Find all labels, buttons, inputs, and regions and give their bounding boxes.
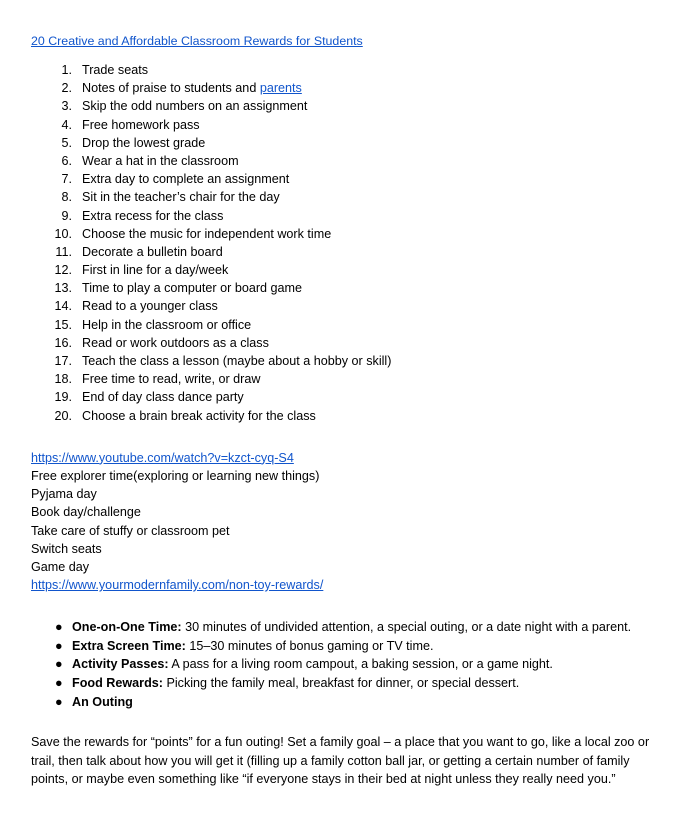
- list-item-number: 8.: [61, 190, 72, 205]
- text-line: [31, 522, 667, 540]
- list-item-label: Sit in the teacher’s chair for the day: [82, 190, 280, 205]
- title-hyperlink[interactable]: 20 Creative and Affordable Classroom Rewards for Students: [31, 34, 363, 48]
- list-item-number: 17.: [54, 354, 72, 368]
- text-line-label: Book day/challenge: [31, 505, 141, 520]
- list-item-number: 18.: [54, 372, 72, 387]
- list-item-number: 11.: [55, 244, 72, 259]
- bullet-item-label: An Outing: [72, 694, 133, 709]
- list-item: [31, 170, 667, 188]
- text-line-label: Pyjama day: [31, 487, 97, 502]
- list-item-number: 5.: [61, 135, 72, 150]
- bullet-list-item: [31, 655, 667, 674]
- list-item: [31, 188, 667, 206]
- text-line-label: Switch seats: [31, 541, 102, 556]
- text-line: [31, 503, 667, 521]
- text-line: [31, 449, 667, 467]
- text-line: [31, 467, 667, 485]
- text-line: [31, 540, 667, 558]
- list-item: [31, 388, 667, 406]
- list-item-label: Extra day to complete an assignment: [82, 172, 290, 187]
- list-item-label: Extra recess for the class: [82, 208, 224, 223]
- list-item-number: 3.: [61, 99, 72, 114]
- list-item-label: Teach the class a lesson (maybe about a hobby or skill): [82, 354, 392, 368]
- list-item: [31, 279, 667, 297]
- list-item-number: 12.: [54, 263, 72, 278]
- list-item-label: Decorate a bulletin board: [82, 244, 223, 259]
- closing-paragraph: Save the rewards for “points” for a fun outing! Set a family goal – a place that you want to go, like a local zoo or trail, then talk about how you will get it (filling up a family cotton ball jar, or getting a certain number of family points, or maybe even something like “if everyone stays in their bed at night unless they really need you.”: [31, 735, 650, 787]
- list-item-number: 10.: [54, 226, 72, 241]
- bullet-list-item: [31, 618, 667, 637]
- list-item: [31, 407, 667, 425]
- list-item-label: Read or work outdoors as a class: [82, 335, 269, 350]
- list-item-label: Notes of praise to students and: [82, 81, 260, 96]
- list-item-number: 15.: [54, 317, 72, 332]
- list-item-number: 6.: [61, 153, 72, 168]
- list-item: [31, 316, 667, 334]
- bullet-item-label: Extra Screen Time:: [72, 638, 186, 653]
- text-line-label: Take care of stuffy or classroom pet: [31, 523, 230, 538]
- list-item-label: Free time to read, write, or draw: [82, 372, 261, 387]
- bullet-item-description: 30 minutes of undivided attention, a special outing, or a date night with a parent.: [181, 620, 632, 635]
- list-item-number: 1.: [61, 63, 72, 77]
- bullet-point-icon: ●: [55, 638, 63, 653]
- bullet-point-icon: ●: [55, 694, 63, 709]
- external-hyperlink[interactable]: https://www.youtube.com/watch?v=kzct-cyq-S4: [31, 450, 294, 465]
- list-item: [31, 207, 667, 225]
- list-item-label: Choose the music for independent work time: [82, 226, 332, 241]
- text-line: [31, 485, 667, 503]
- bullet-list-item: [31, 693, 667, 712]
- bullet-item-label: Food Rewards:: [72, 676, 163, 691]
- list-item-label: Drop the lowest grade: [82, 135, 206, 150]
- text-line: [31, 576, 667, 594]
- list-item-label: End of day class dance party: [82, 390, 244, 405]
- list-item-label: Skip the odd numbers on an assignment: [82, 99, 308, 114]
- list-item: [31, 152, 667, 170]
- bullet-item-description: 15–30 minutes of bonus gaming or TV time.: [185, 638, 434, 653]
- bullet-point-icon: ●: [55, 620, 63, 635]
- list-item: [31, 97, 667, 115]
- list-item-number: 9.: [61, 208, 72, 223]
- list-item-number: 13.: [54, 281, 72, 296]
- list-item: [31, 116, 667, 134]
- list-item: [31, 261, 667, 279]
- list-item: [31, 334, 667, 352]
- list-item-label: Wear a hat in the classroom: [82, 153, 239, 168]
- bullet-item-label: One-on-One Time:: [72, 620, 182, 635]
- bullet-item-description: A pass for a living room campout, a baking session, or a game night.: [168, 657, 553, 672]
- list-item: [31, 370, 667, 388]
- bullet-list-item: [31, 674, 667, 693]
- list-item-label: Time to play a computer or board game: [82, 281, 303, 296]
- bullet-list-item: [31, 637, 667, 656]
- list-item-number: 16.: [54, 335, 72, 350]
- list-item-number: 19.: [54, 390, 72, 405]
- plain-text-block: [31, 449, 667, 595]
- list-item: [31, 352, 667, 370]
- external-hyperlink[interactable]: https://www.yourmodernfamily.com/non-toy-rewards/: [31, 578, 324, 593]
- list-item: [31, 79, 667, 97]
- bullet-item-label: Activity Passes:: [72, 657, 169, 672]
- list-item-number: 2.: [61, 81, 72, 96]
- list-item-number: 7.: [61, 172, 72, 187]
- bullet-point-icon: ●: [55, 657, 63, 672]
- list-item-label: Free homework pass: [82, 117, 200, 132]
- classroom-rewards-numbered-list: [31, 61, 667, 425]
- family-rewards-bullet-list: [31, 618, 667, 711]
- list-item-label: Trade seats: [82, 63, 149, 77]
- list-item-number: 20.: [54, 408, 72, 423]
- text-line-label: Free explorer time(exploring or learning new things): [31, 468, 320, 483]
- list-item-label: Help in the classroom or office: [82, 317, 252, 332]
- list-item: [31, 61, 667, 79]
- text-line-label: Game day: [31, 559, 90, 574]
- list-item: [31, 243, 667, 261]
- text-line: [31, 558, 667, 576]
- list-item-label: Read to a younger class: [82, 299, 218, 314]
- bullet-item-description: Picking the family meal, breakfast for dinner, or special dessert.: [162, 676, 520, 691]
- parents-hyperlink[interactable]: parents: [259, 81, 302, 96]
- list-item: [31, 297, 667, 315]
- document-title-line: [31, 33, 667, 49]
- list-item-number: 4.: [61, 117, 72, 132]
- list-item: [31, 134, 667, 152]
- list-item-label: First in line for a day/week: [82, 263, 229, 278]
- document-body: [31, 33, 667, 788]
- list-item-number: 14.: [54, 299, 72, 314]
- list-item: [31, 225, 667, 243]
- bullet-point-icon: ●: [55, 676, 63, 691]
- list-item-label: Choose a brain break activity for the class: [82, 408, 316, 423]
